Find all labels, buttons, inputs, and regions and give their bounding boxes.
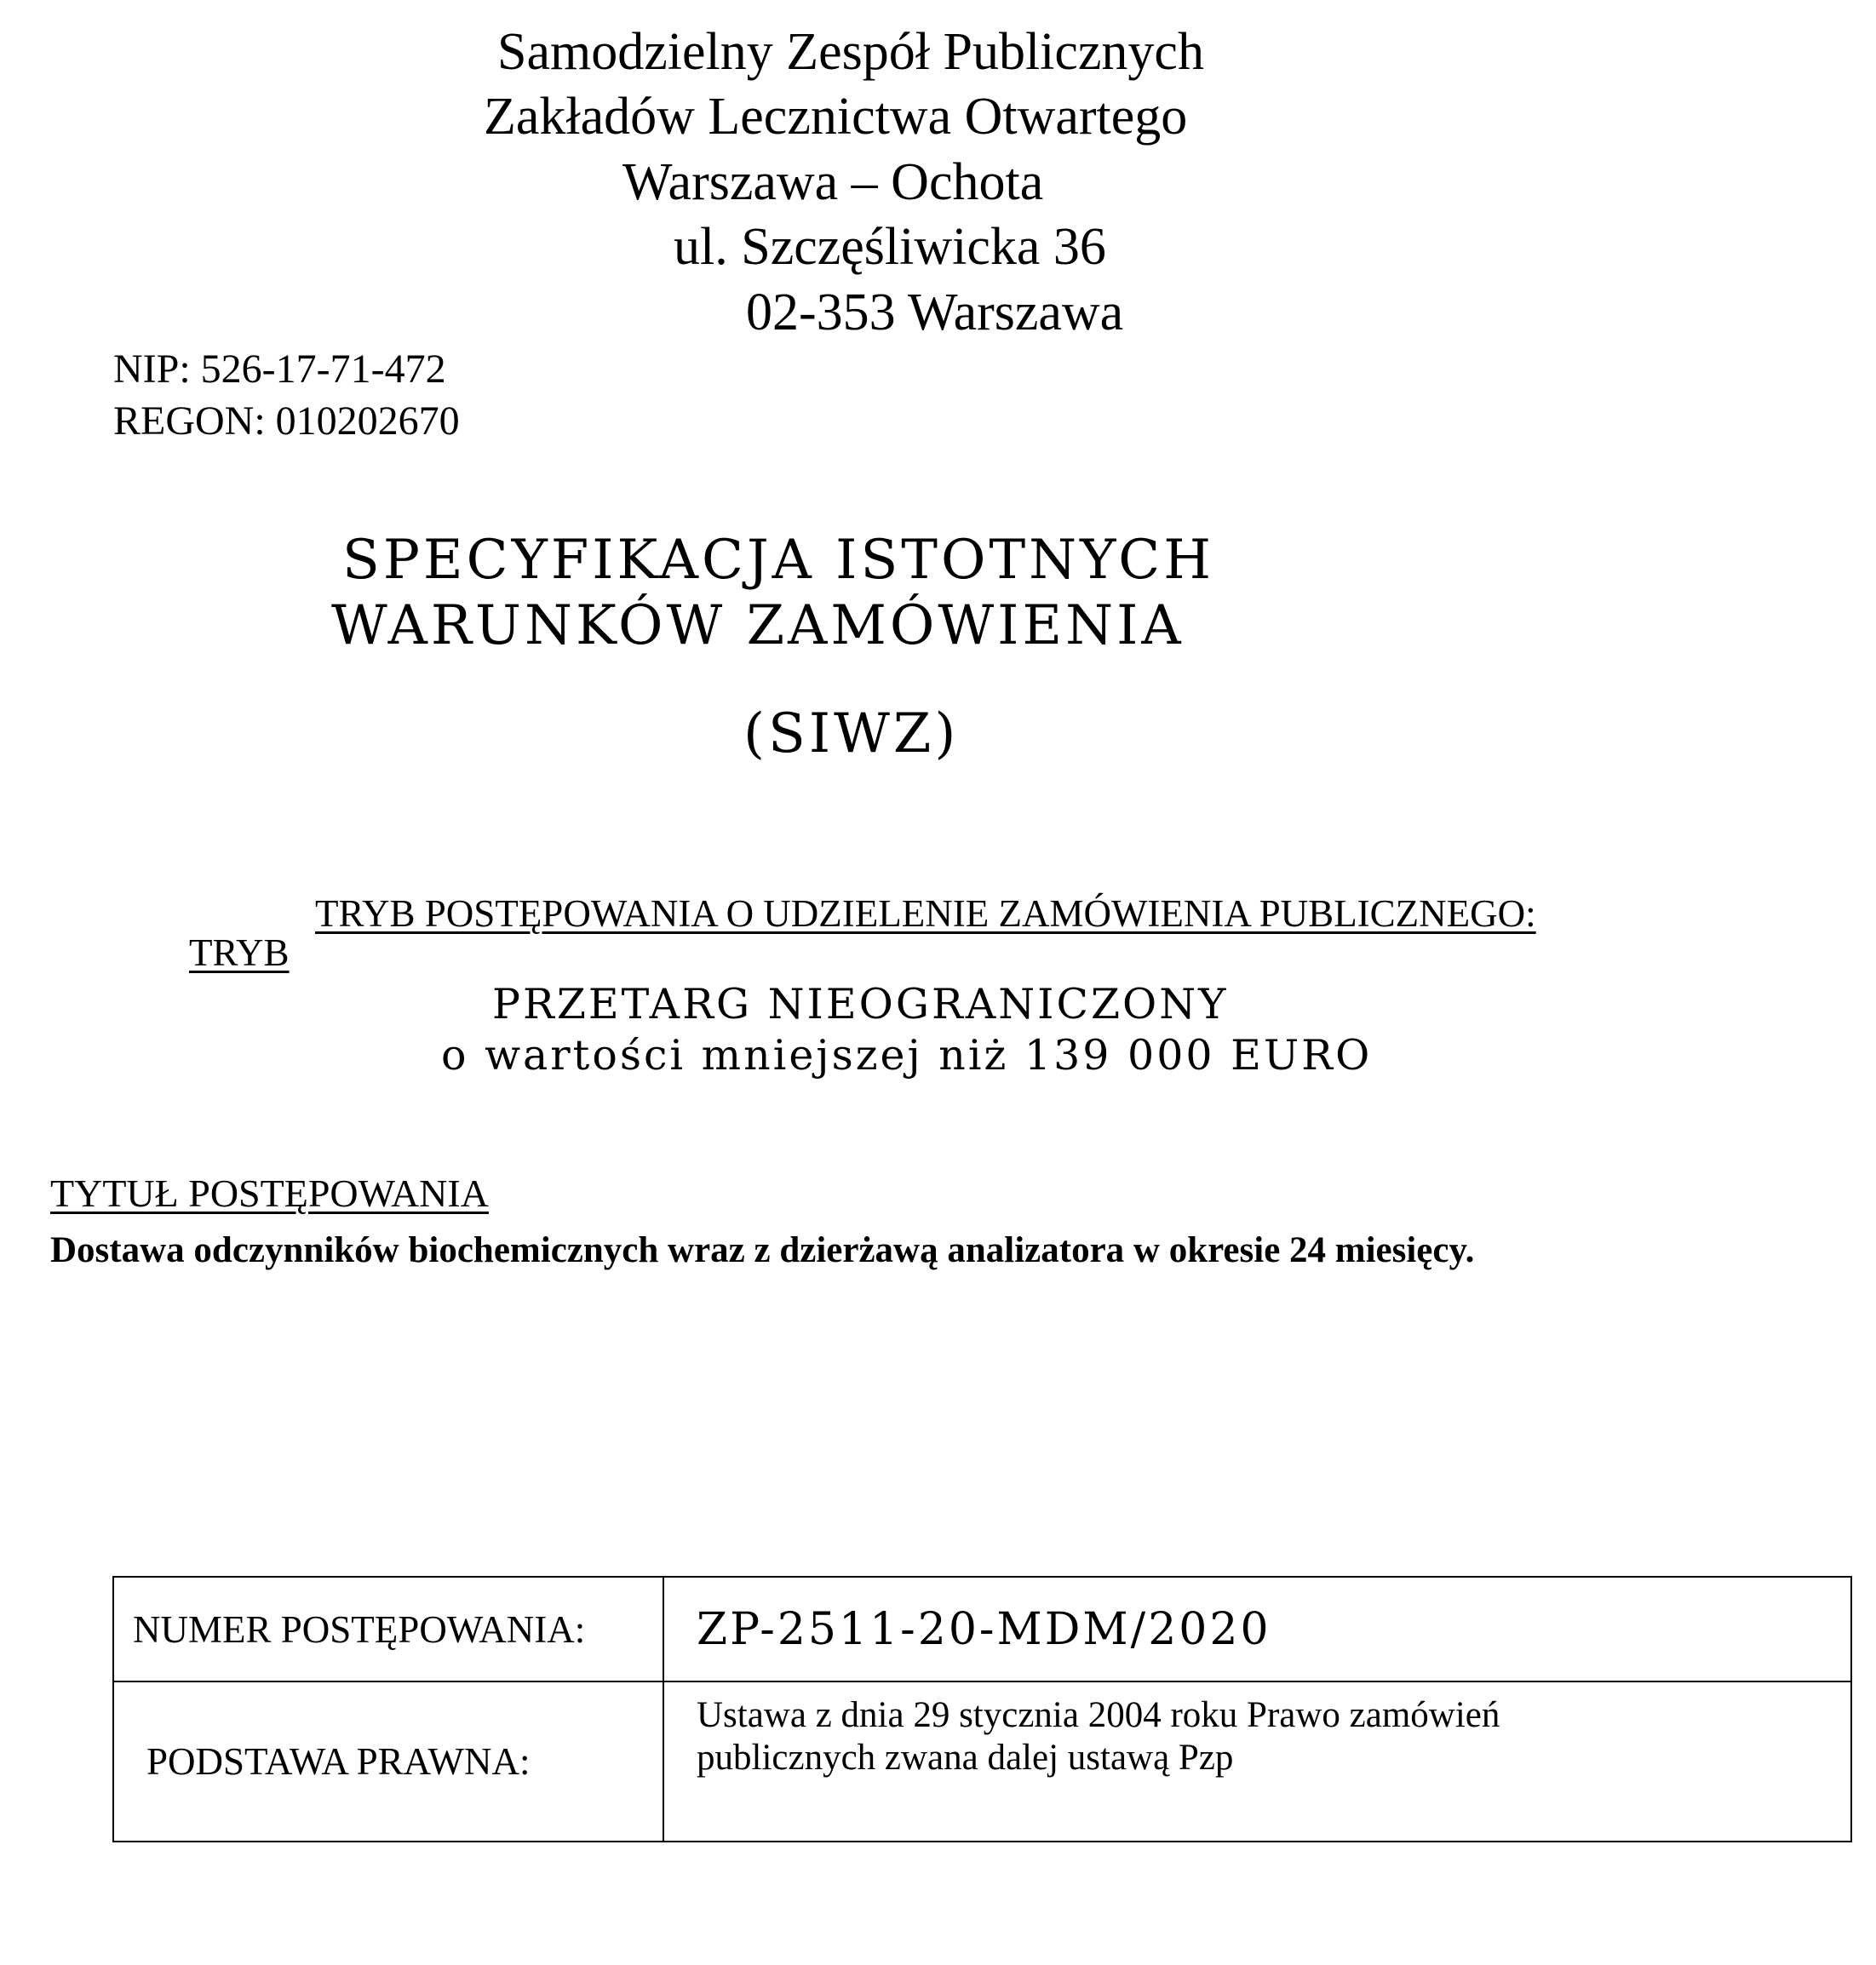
- document-title-line-2: WARUNKÓW ZAMÓWIENIA: [331, 594, 1185, 657]
- institution-street: ul. Szczęśliwicka 36: [674, 218, 1106, 276]
- procedure-mode: PRZETARG NIEOGRANICZONY: [492, 980, 1229, 1028]
- podstawa-label: PODSTAWA PRAWNA:: [113, 1681, 663, 1842]
- institution-postal-code: 02-353 Warszawa: [746, 284, 1124, 341]
- institution-city: Warszawa – Ochota: [622, 153, 1044, 211]
- regon-number: REGON: 010202670: [113, 398, 460, 444]
- podstawa-line-2: publicznych zwana dalej ustawą Pzp: [697, 1738, 1234, 1778]
- document-title-line-1: SPECYFIKACJA ISTOTNYCH: [342, 529, 1215, 592]
- nip-number: NIP: 526-17-71-472: [113, 347, 446, 392]
- table-row: [113, 1681, 1851, 1842]
- podstawa-value: [663, 1681, 1851, 1842]
- numer-label: NUMER POSTĘPOWANIA:: [113, 1577, 663, 1681]
- institution-name-line-1: Samodzielny Zespół Publicznych: [497, 23, 1204, 81]
- procedure-value-note: o wartości mniejszej niż 139 000 EURO: [441, 1031, 1373, 1080]
- tryb-prefix: TRYB: [189, 931, 290, 974]
- tytul-text: Dostawa odczynników biochemicznych wraz z dzierżawą analizatora w okresie 24 miesięcy.: [50, 1230, 1475, 1270]
- podstawa-line-1: Ustawa z dnia 29 stycznia 2004 roku Prawo zamówień: [697, 1695, 1500, 1735]
- procedure-info-table: [112, 1576, 1852, 1842]
- numer-value: ZP-2511-20-MDM/2020: [663, 1577, 1851, 1681]
- tryb-heading: TRYB POSTĘPOWANIA O UDZIELENIE ZAMÓWIENIA PUBLICZNEGO:: [315, 892, 1536, 935]
- table-row: [113, 1577, 1851, 1681]
- institution-name-line-2: Zakładów Lecznictwa Otwartego: [484, 88, 1188, 146]
- document-title-abbreviation: (SIWZ): [743, 702, 960, 765]
- tytul-label: TYTUŁ POSTĘPOWANIA: [50, 1172, 489, 1215]
